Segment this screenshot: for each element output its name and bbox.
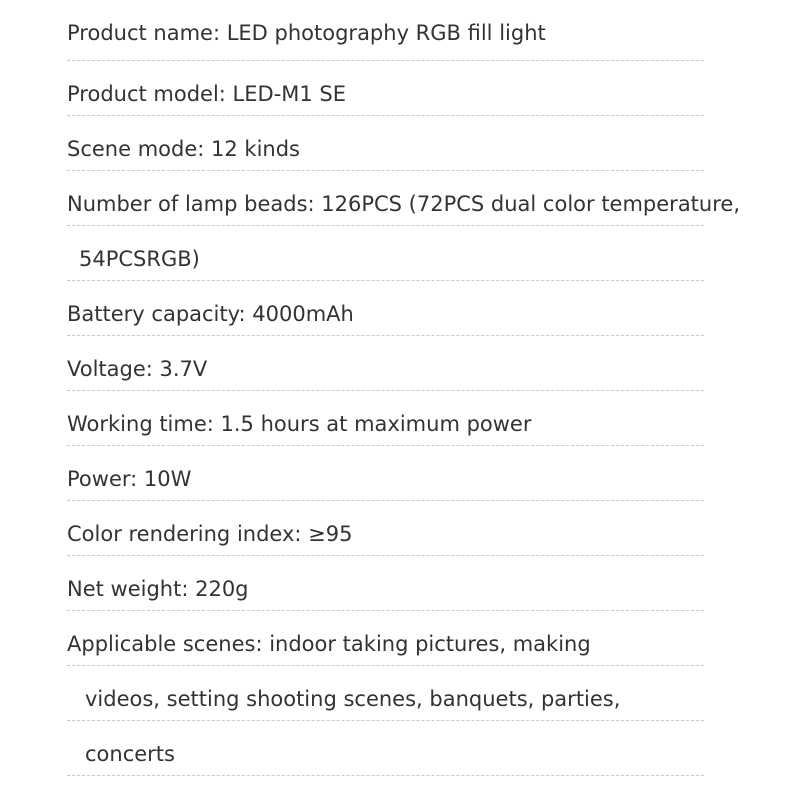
spec-scene-mode: Scene mode: 12 kinds — [67, 116, 704, 171]
spec-product-name: Product name: LED photography RGB fill light — [67, 0, 704, 61]
spec-power: Power: 10W — [67, 446, 704, 501]
spec-battery-capacity: Battery capacity: 4000mAh — [67, 281, 704, 336]
spec-working-time: Working time: 1.5 hours at maximum power — [67, 391, 704, 446]
spec-applicable-scenes-continued-2: concerts — [67, 721, 704, 776]
spec-applicable-scenes-continued-1: videos, setting shooting scenes, banquets, parties, — [67, 666, 704, 721]
spec-color-rendering-index: Color rendering index: ≥95 — [67, 501, 704, 556]
spec-lamp-beads-continued: 54PCSRGB) — [67, 226, 704, 281]
spec-product-model: Product model: LED-M1 SE — [67, 61, 704, 116]
spec-applicable-scenes: Applicable scenes: indoor taking pictures, making — [67, 611, 704, 666]
spec-lamp-beads: Number of lamp beads: 126PCS (72PCS dual color temperature, — [67, 171, 704, 226]
spec-net-weight: Net weight: 220g — [67, 556, 704, 611]
spec-voltage: Voltage: 3.7V — [67, 336, 704, 391]
